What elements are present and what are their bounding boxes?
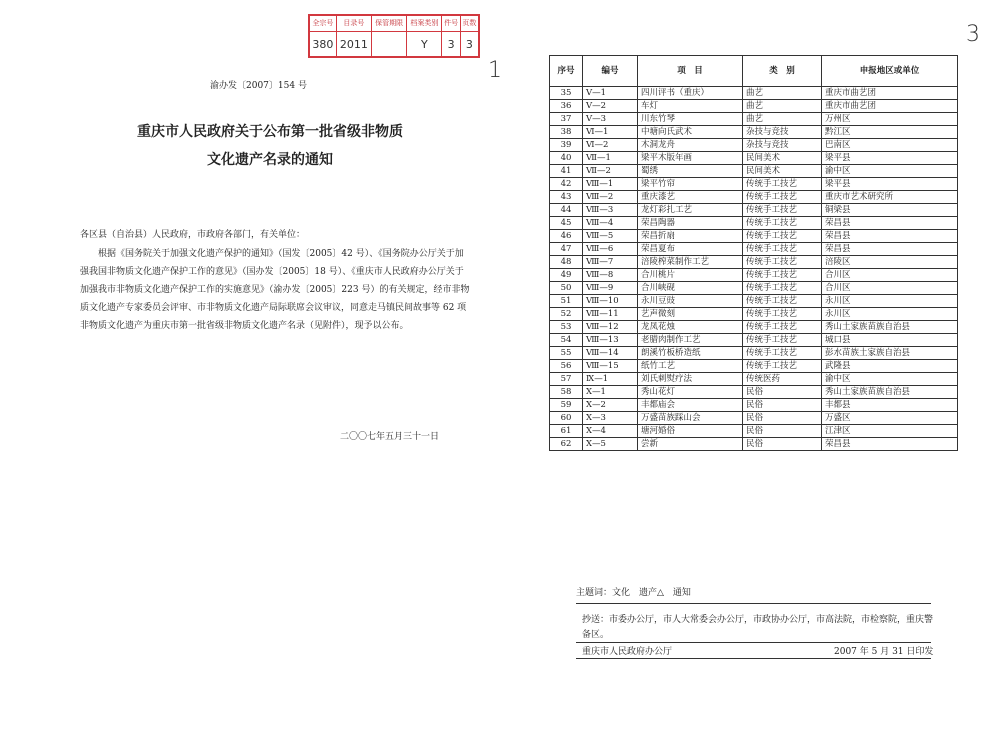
cell-region: 黔江区 [822,126,958,139]
cell-item: 车灯 [638,100,743,113]
table-row [550,360,958,373]
cell-item: 老腊肉制作工艺 [638,334,743,347]
cell-seq: 58 [550,386,583,399]
cell-category: 传统手工技艺 [743,217,822,230]
cell-seq: 54 [550,334,583,347]
cell-category: 传统手工技艺 [743,334,822,347]
cell-region: 重庆市曲艺团 [822,87,958,100]
cell-category: 传统手工技艺 [743,204,822,217]
table-row [550,321,958,334]
table-row [550,230,958,243]
print-date: 2007 年 5 月 31 日印发 [834,647,934,657]
archive-stamp [308,14,480,58]
issuing-office: 重庆市人民政府办公厅 [582,647,673,657]
cell-category: 传统手工技艺 [743,269,822,282]
cell-item: 秀山花灯 [638,386,743,399]
cell-seq: 46 [550,230,583,243]
cell-category: 民俗 [743,386,822,399]
cell-category: 曲艺 [743,100,822,113]
cell-item: 重庆漆艺 [638,191,743,204]
table-row [550,282,958,295]
cell-region: 万盛区 [822,412,958,425]
cell-category: 传统手工技艺 [743,295,822,308]
cell-seq: 62 [550,438,583,451]
cell-item: 涪陵榨菜制作工艺 [638,256,743,269]
cell-seq: 43 [550,191,583,204]
page-mark-left: 1 [488,58,502,83]
cell-region: 万州区 [822,113,958,126]
stamp-value [371,32,406,57]
table-row [550,217,958,230]
cell-code: Ⅹ—3 [583,412,638,425]
cell-region: 武隆县 [822,360,958,373]
cell-category: 传统医药 [743,373,822,386]
cell-item: 荣昌夏布 [638,243,743,256]
cell-region: 荣昌县 [822,230,958,243]
table-row [550,87,958,100]
cell-code: Ⅷ—2 [583,191,638,204]
table-row [550,126,958,139]
cell-code: Ⅷ—9 [583,282,638,295]
cell-code: Ⅷ—7 [583,256,638,269]
cell-item: 尝新 [638,438,743,451]
table-row [550,269,958,282]
cell-region: 渝中区 [822,165,958,178]
table-row [550,243,958,256]
cell-code: Ⅵ—1 [583,126,638,139]
cell-category: 民间美术 [743,152,822,165]
cell-code: Ⅷ—6 [583,243,638,256]
cell-seq: 53 [550,321,583,334]
cell-code: Ⅷ—13 [583,334,638,347]
table-row [550,399,958,412]
cell-item: 龙灯彩扎工艺 [638,204,743,217]
table-row [550,386,958,399]
cell-region: 秀山土家族苗族自治县 [822,386,958,399]
stamp-header: 页数 [460,16,478,32]
table-row [550,347,958,360]
cell-code: Ⅹ—5 [583,438,638,451]
table-row [550,256,958,269]
notice-title-line2: 文化遗产名录的通知 [207,152,333,168]
cell-code: Ⅷ—10 [583,295,638,308]
divider [576,603,931,604]
cell-category: 传统手工技艺 [743,308,822,321]
cell-region: 梁平县 [822,152,958,165]
notice-body [80,245,470,335]
cell-code: Ⅷ—3 [583,204,638,217]
cell-code: Ⅸ—1 [583,373,638,386]
cell-item: 艺声微刻 [638,308,743,321]
notice-title-line1: 重庆市人民政府关于公布第一批省级非物质 [137,124,403,140]
stamp-value: 3 [442,32,460,57]
cell-seq: 45 [550,217,583,230]
cell-region: 重庆市曲艺团 [822,100,958,113]
cell-category: 曲艺 [743,87,822,100]
cell-code: Ⅷ—11 [583,308,638,321]
cell-item: 纸竹工艺 [638,360,743,373]
cell-item: 刘氏刺熨疗法 [638,373,743,386]
cell-item: 朗溪竹板桥造纸 [638,347,743,360]
col-header-region: 申报地区或单位 [822,56,958,87]
cell-item: 中塘向氏武术 [638,126,743,139]
table-row [550,191,958,204]
col-header-seq: 序号 [550,56,583,87]
cell-region: 荣昌县 [822,243,958,256]
table-row [550,113,958,126]
table-row [550,334,958,347]
stamp-header: 档案类别 [407,16,442,32]
cell-category: 民俗 [743,438,822,451]
cell-code: Ⅹ—1 [583,386,638,399]
cell-region: 合川区 [822,269,958,282]
stamp-header: 目录号 [336,16,371,32]
table-header-row [550,56,958,87]
cell-item: 龙凤花烛 [638,321,743,334]
cell-region: 巴南区 [822,139,958,152]
cell-seq: 40 [550,152,583,165]
cell-seq: 35 [550,87,583,100]
cell-item: 合川峡砚 [638,282,743,295]
table-row [550,165,958,178]
cell-seq: 37 [550,113,583,126]
cell-seq: 47 [550,243,583,256]
cell-region: 彭水苗族土家族自治县 [822,347,958,360]
table-row [550,412,958,425]
cell-code: Ⅷ—5 [583,230,638,243]
table-row [550,204,958,217]
cell-seq: 48 [550,256,583,269]
cell-region: 城口县 [822,334,958,347]
cell-item: 万盛苗族踩山会 [638,412,743,425]
cell-category: 传统手工技艺 [743,230,822,243]
notice-body-text: 根据《国务院关于加强文化遗产保护的通知》（国发〔2005〕42 号）、《国务院办公厅关于加强我国非物质文化遗产保护工作的意见》（国办发〔2005〕18 号）、《重庆市人民政府办公厅关于加强我市非物质文化遗产保护工作的实施意见》（渝办发〔2005〕223 号）的有关规定，经市非物质文化遗产专家委员会评审、市非物质文化遗产局际联席会议审议，同意走马镇民间故事等 62 项非物质文化遗产为重庆市第一批省级非物质文化遗产名录（见附件），现予以公布。 [80,249,470,331]
cell-region: 江津区 [822,425,958,438]
table-row [550,425,958,438]
divider [576,642,931,643]
cell-region: 丰都县 [822,399,958,412]
cell-seq: 36 [550,100,583,113]
stamp-value: 3 [460,32,478,57]
table-row [550,308,958,321]
cell-seq: 59 [550,399,583,412]
notice-date: 二〇〇七年五月三十一日 [340,432,440,442]
cell-seq: 38 [550,126,583,139]
cell-category: 传统手工技艺 [743,282,822,295]
cell-seq: 51 [550,295,583,308]
cell-item: 荣昌折扇 [638,230,743,243]
cell-region: 渝中区 [822,373,958,386]
stamp-header: 全宗号 [310,16,337,32]
cell-code: Ⅷ—15 [583,360,638,373]
cell-code: Ⅷ—1 [583,178,638,191]
cell-region: 永川区 [822,295,958,308]
table-row [550,178,958,191]
cell-seq: 57 [550,373,583,386]
table-row [550,139,958,152]
cell-category: 杂技与竞技 [743,139,822,152]
cell-seq: 44 [550,204,583,217]
cell-category: 民俗 [743,412,822,425]
cell-category: 杂技与竞技 [743,126,822,139]
cell-code: Ⅵ—2 [583,139,638,152]
cell-category: 民俗 [743,399,822,412]
table-row [550,438,958,451]
cell-category: 传统手工技艺 [743,321,822,334]
cell-category: 传统手工技艺 [743,243,822,256]
table-row [550,295,958,308]
cell-region: 合川区 [822,282,958,295]
stamp-value: Y [407,32,442,57]
cell-region: 荣昌县 [822,217,958,230]
document-number: 渝办发〔2007〕154 号 [210,81,307,91]
cell-region: 永川区 [822,308,958,321]
cell-item: 合川桃片 [638,269,743,282]
heritage-list-table [549,55,958,451]
cell-category: 传统手工技艺 [743,347,822,360]
divider [576,658,931,659]
cell-code: Ⅶ—1 [583,152,638,165]
cell-item: 梁平木版年画 [638,152,743,165]
stamp-header: 件号 [442,16,460,32]
cell-region: 重庆市艺术研究所 [822,191,958,204]
table-row [550,373,958,386]
stamp-value: 2011 [336,32,371,57]
cell-seq: 61 [550,425,583,438]
cell-code: Ⅹ—2 [583,399,638,412]
cell-category: 民俗 [743,425,822,438]
col-header-item: 项 目 [638,56,743,87]
table-row [550,152,958,165]
cell-seq: 52 [550,308,583,321]
cell-item: 塘河婚俗 [638,425,743,438]
cell-item: 川东竹琴 [638,113,743,126]
cell-code: Ⅴ—3 [583,113,638,126]
cell-seq: 41 [550,165,583,178]
stamp-value: 380 [310,32,337,57]
cell-category: 传统手工技艺 [743,256,822,269]
cell-category: 曲艺 [743,113,822,126]
carbon-copy: 抄送：市委办公厅，市人大常委会办公厅，市政协办公厅，市高法院，市检察院，重庆警备区。 [582,615,934,640]
addressee: 各区县（自治县）人民政府，市政府各部门，有关单位： [80,230,306,240]
stamp-header: 保管期限 [371,16,406,32]
cell-seq: 50 [550,282,583,295]
col-header-code: 编号 [583,56,638,87]
cell-region: 梁平县 [822,178,958,191]
cell-region: 秀山土家族苗族自治县 [822,321,958,334]
cell-seq: 42 [550,178,583,191]
cell-category: 传统手工技艺 [743,191,822,204]
cell-seq: 49 [550,269,583,282]
cell-seq: 56 [550,360,583,373]
subject-words: 主题词：文化 遗产△ 通知 [576,588,691,598]
cell-item: 梁平竹帘 [638,178,743,191]
cell-item: 荣昌陶器 [638,217,743,230]
cell-item: 永川豆豉 [638,295,743,308]
cell-code: Ⅷ—8 [583,269,638,282]
cell-item: 丰都庙会 [638,399,743,412]
cell-code: Ⅹ—4 [583,425,638,438]
cell-region: 涪陵区 [822,256,958,269]
cell-seq: 55 [550,347,583,360]
cell-code: Ⅷ—14 [583,347,638,360]
cell-code: Ⅷ—4 [583,217,638,230]
cell-region: 荣昌县 [822,438,958,451]
cell-item: 蜀绣 [638,165,743,178]
cell-item: 四川评书（重庆） [638,87,743,100]
cell-seq: 60 [550,412,583,425]
cell-category: 传统手工技艺 [743,360,822,373]
cell-item: 木洞龙舟 [638,139,743,152]
cell-code: Ⅶ—2 [583,165,638,178]
cell-code: Ⅴ—2 [583,100,638,113]
page-mark-right: 3 [966,22,980,47]
table-row [550,100,958,113]
cell-region: 铜梁县 [822,204,958,217]
cell-code: Ⅴ—1 [583,87,638,100]
cell-seq: 39 [550,139,583,152]
cell-category: 传统手工技艺 [743,178,822,191]
cell-code: Ⅷ—12 [583,321,638,334]
col-header-category: 类 别 [743,56,822,87]
cell-category: 民间美术 [743,165,822,178]
